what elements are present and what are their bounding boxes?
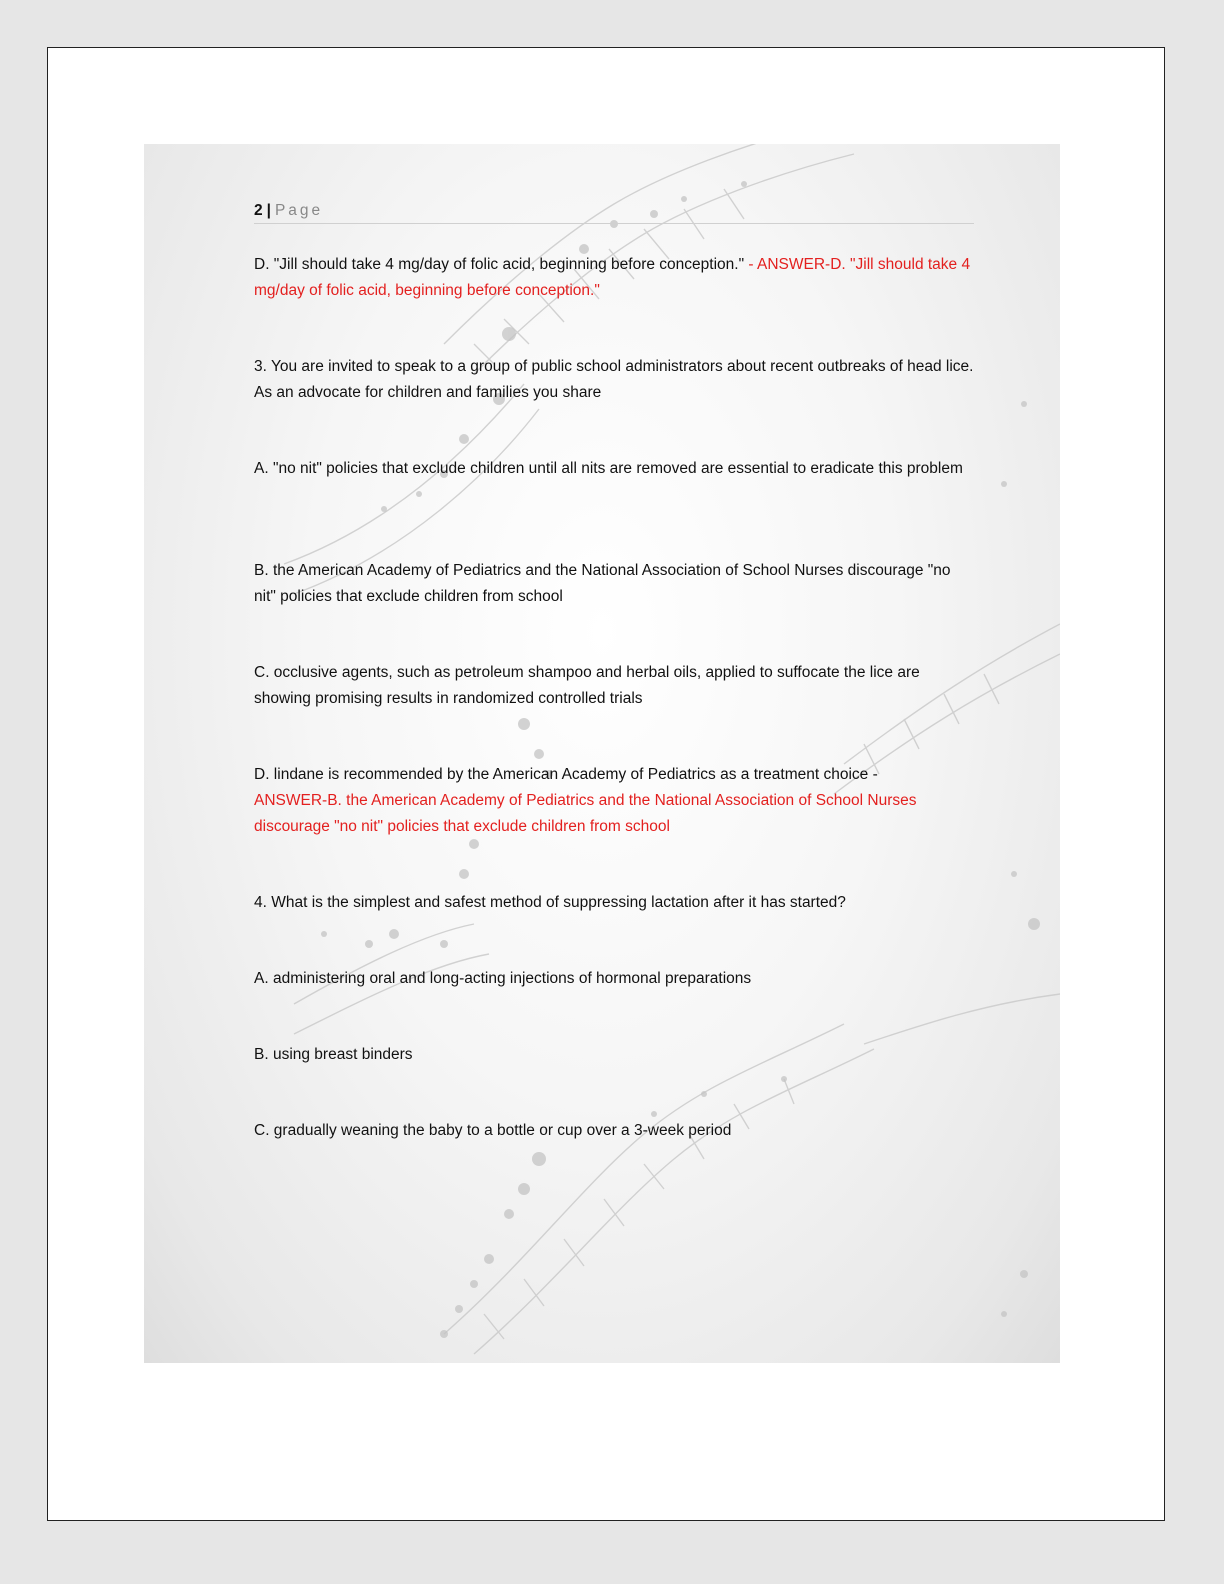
paragraph-question-4 (254, 890, 974, 916)
paragraph-option-d-lice (254, 762, 974, 840)
paragraph-text: 3. You are invited to speak to a group of public school administrators about recent outbreaks of head lice. As an advocate for children and families you share (254, 358, 974, 401)
paragraph-text: A. administering oral and long-acting injections of hormonal preparations (254, 970, 752, 987)
paragraph-option-d-folic (254, 252, 974, 304)
page-number: 2 (254, 202, 263, 219)
answer-text: ANSWER-B. the American Academy of Pediatrics and the National Association of School Nurses discourage "no nit" policies that exclude children from school (254, 792, 917, 835)
paragraph-text: D. "Jill should take 4 mg/day of folic acid, beginning before conception." (254, 256, 745, 273)
paragraph-option-a-lice (254, 456, 974, 482)
document-page (144, 144, 1060, 1440)
paragraph-text: C. gradually weaning the baby to a bottle or cup over a 3-week period (254, 1122, 732, 1139)
paragraph-text: A. "no nit" policies that exclude children until all nits are removed are essential to eradicate this problem (254, 460, 963, 477)
dna-helix-decoration (144, 144, 1060, 1363)
paragraph-text: C. occlusive agents, such as petroleum shampoo and herbal oils, applied to suffocate the lice are showing promising results in randomized controlled trials (254, 664, 920, 707)
answer-text: - ANSWER-D. "Jill should take 4 mg/day of folic acid, beginning before conception." (254, 256, 971, 299)
paragraph-text: B. using breast binders (254, 1046, 413, 1063)
paragraph-option-c-lice (254, 660, 974, 712)
page-label: Page (274, 202, 324, 219)
paragraph-text: 4. What is the simplest and safest method of suppressing lactation after it has started? (254, 894, 846, 911)
page-header (254, 200, 974, 224)
paragraph-question-3 (254, 354, 974, 406)
paragraph-text: D. lindane is recommended by the American Academy of Pediatrics as a treatment choice - (254, 766, 878, 783)
paragraph-option-b-lice (254, 558, 974, 610)
paragraph-option-b-lactation (254, 1042, 974, 1068)
paragraph-text: B. the American Academy of Pediatrics and the National Association of School Nurses discourage "no nit" policies that exclude children from school (254, 562, 951, 605)
paragraph-option-c-lactation (254, 1118, 974, 1144)
page-separator: | (266, 202, 271, 219)
dna-background-image (144, 144, 1060, 1363)
paragraph-option-a-lactation (254, 966, 974, 992)
